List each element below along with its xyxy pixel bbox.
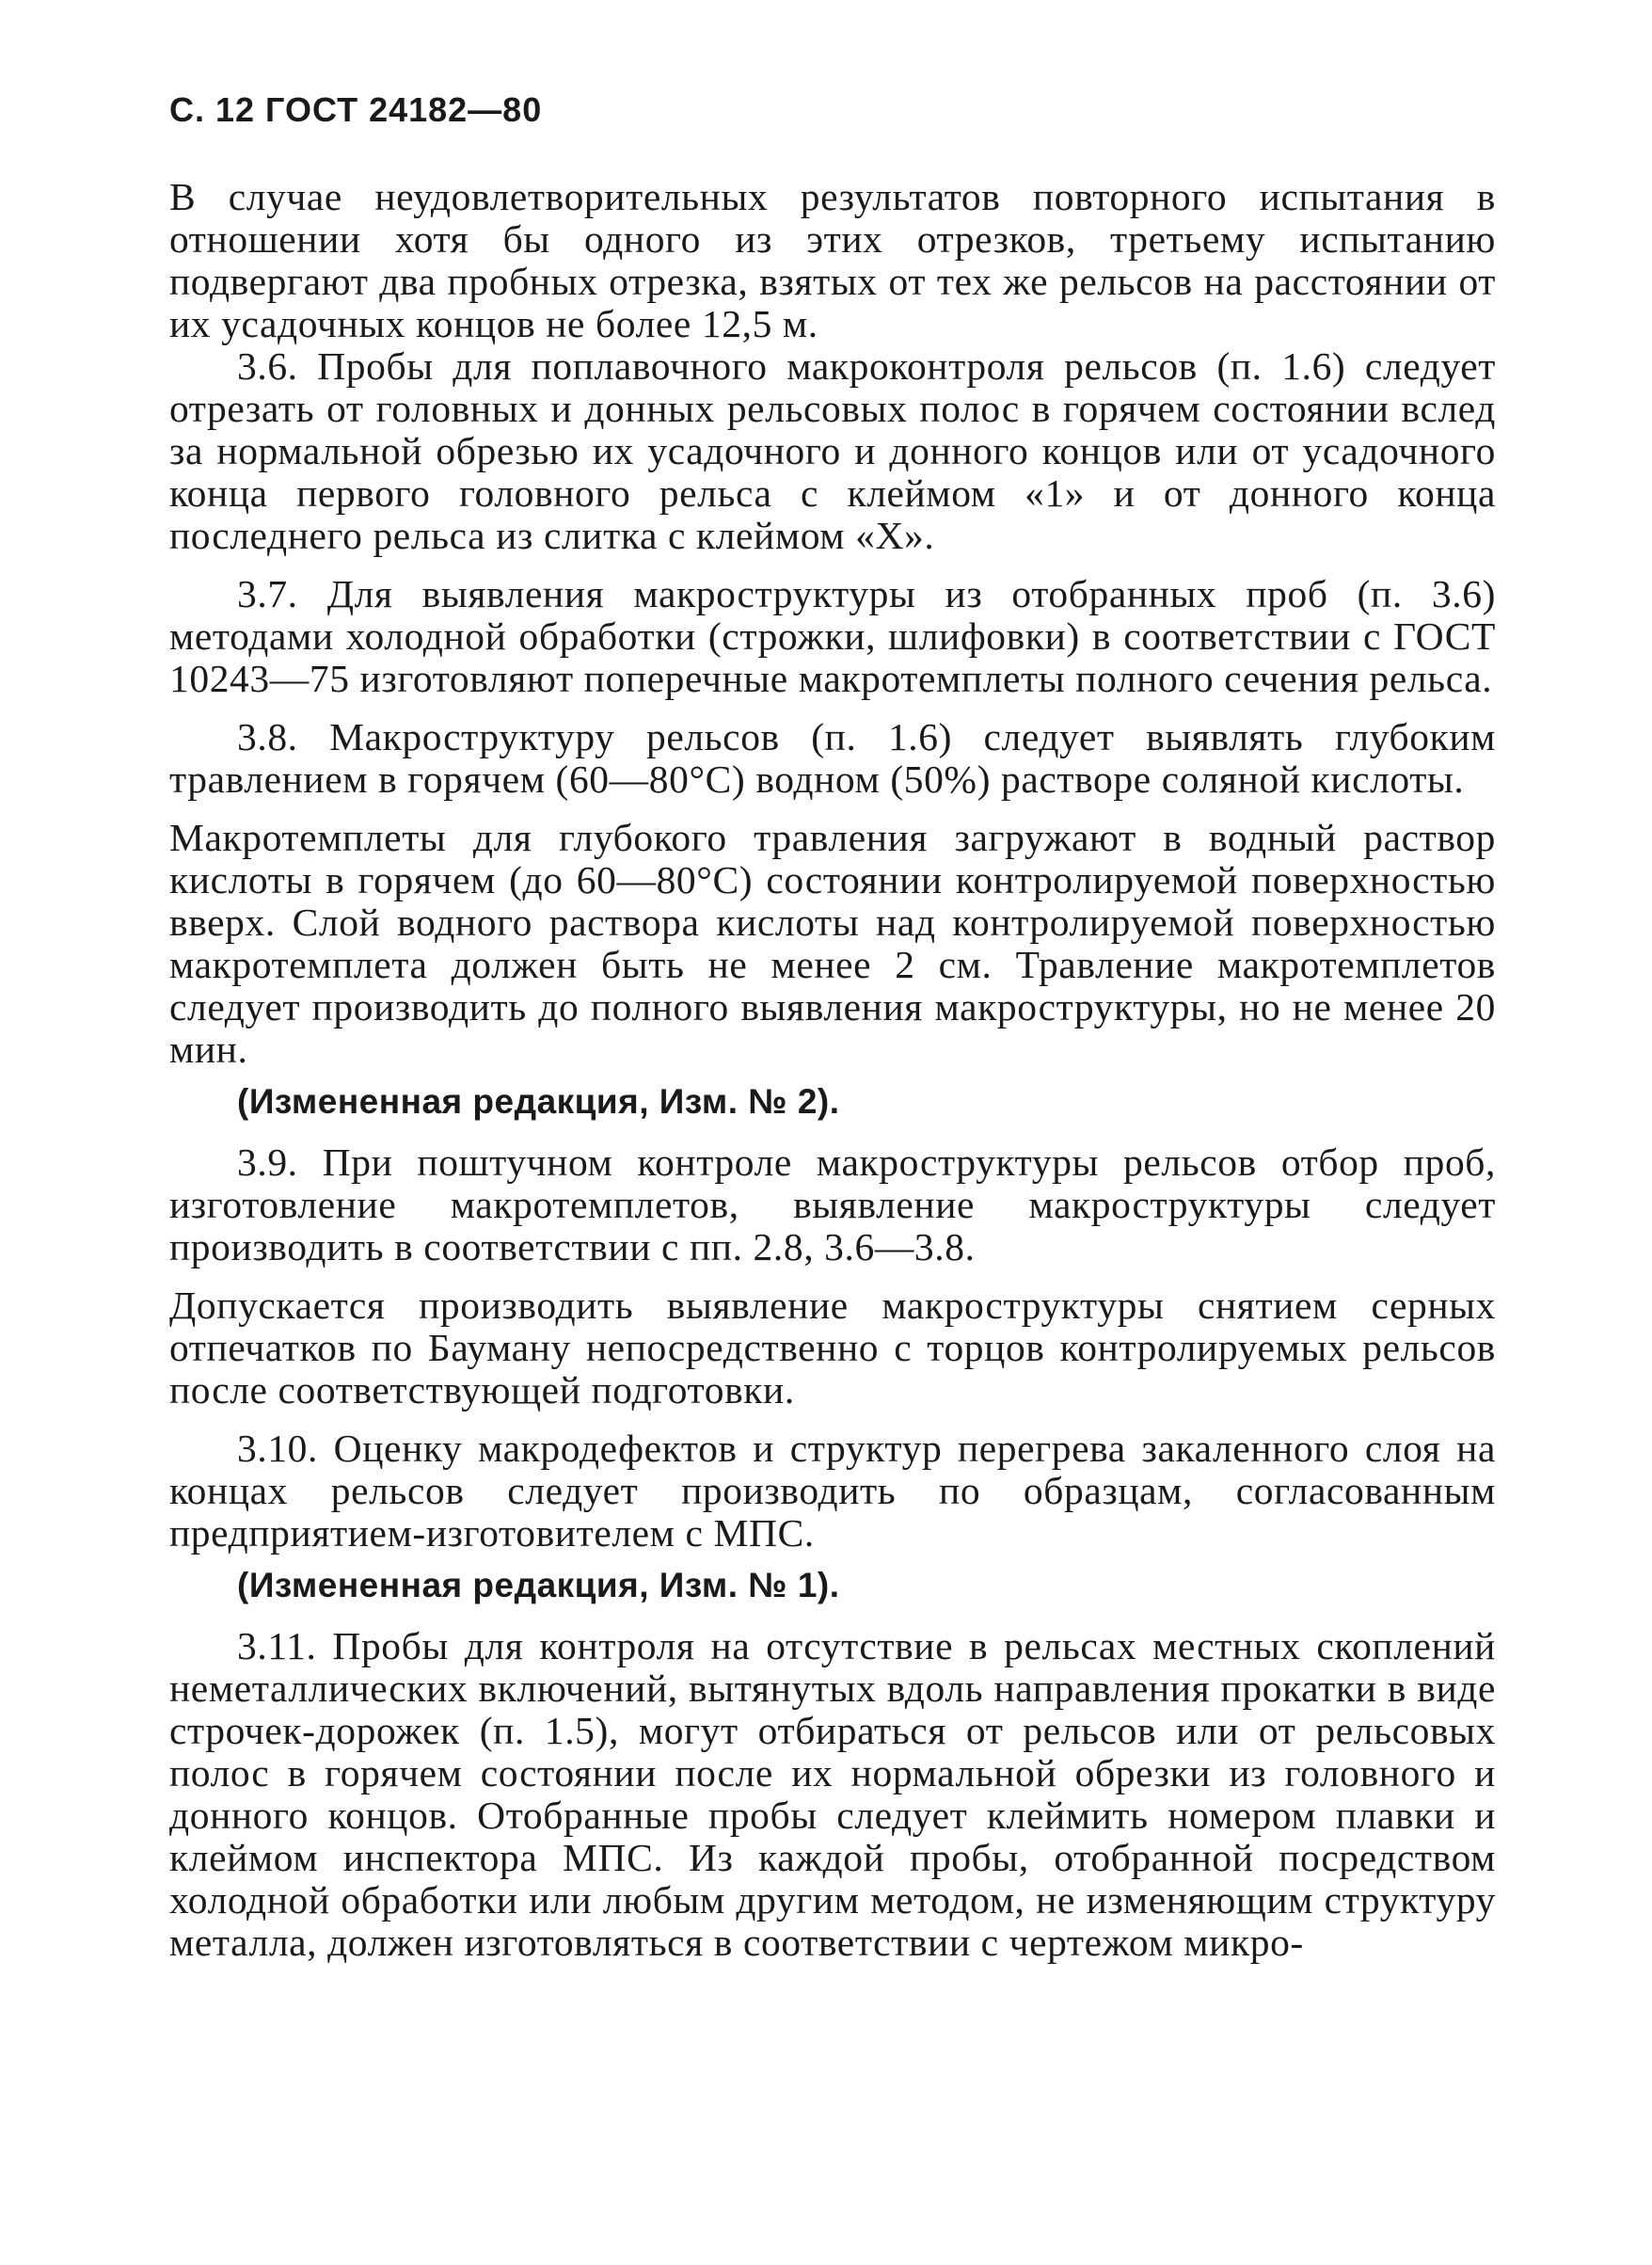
paragraph-3-8-continuation: Макротемплеты для глубокого травления загружают в водный раствор кислоты в горячем (до 60—80°С) состоянии контролируемой поверхностью вверх. Слой водного раствора кислоты над контролируемой поверхностью макротемплета должен быть не менее 2 см. Травление макротемплетов следует производить до полного выявления макроструктуры, но не менее 20 мин.	[169, 816, 1496, 1071]
paragraph-3-9: 3.9. При поштучном контроле макроструктуры рельсов отбор проб, изготовление макротемплетов, выявление макроструктуры следует производить в соответствии с пп. 2.8, 3.6—3.8.	[169, 1140, 1496, 1268]
paragraph-3-11: 3.11. Пробы для контроля на отсутствие в рельсах местных скоплений неметаллических включений, вытянутых вдоль направления прокатки в виде строчек-дорожек (п. 1.5), могут отбираться от рельсов или от рельсовых полос в горячем состоянии после их нормальной обрезки из головного и донного концов. Отобранные пробы следует клеймить номером плавки и клеймом инспектора МПС. Из каждой пробы, отобранной посредством холодной обработки или любым другим методом, не изменяющим структуру металла, должен изготовляться в соответствии с чертежом микро-	[169, 1624, 1496, 1964]
revision-note-2: (Измененная редакция, Изм. № 2).	[237, 1082, 840, 1121]
paragraph-3-6: 3.6. Пробы для поплавочного макроконтроля рельсов (п. 1.6) следует отрезать от головных и донных рельсовых полос в горячем состоянии вслед за нормальной обрезью их усадочного и донного концов или от усадочного конца первого головного рельса с клеймом «1» и от донного конца последнего рельса из слитка с клеймом «X».	[169, 344, 1496, 557]
page-header: С. 12 ГОСТ 24182—80	[169, 90, 543, 129]
paragraph-3-7: 3.7. Для выявления макроструктуры из отобранных проб (п. 3.6) методами холодной обработки (строжки, шлифовки) в соответствии с ГОСТ 10243—75 изготовляют поперечные макротемплеты полного сечения рельса.	[169, 572, 1496, 700]
paragraph-3-8: 3.8. Макроструктуру рельсов (п. 1.6) следует выявлять глубоким травлением в горячем (60—80°С) водном (50%) растворе соляной кислоты.	[169, 715, 1496, 801]
page-body	[169, 176, 1496, 1964]
paragraph-intro: В случае неудовлетворительных результатов повторного испытания в отношении хотя бы одного из этих отрезков, третьему испытанию подвергают два пробных отрезка, взятых от тех же рельсов на расстоянии от их усадочных концов не более 12,5 м.	[169, 175, 1496, 345]
revision-note-1: (Измененная редакция, Изм. № 1).	[237, 1566, 840, 1604]
paragraph-3-10: 3.10. Оценку макродефектов и структур перегрева закаленного слоя на концах рельсов следует производить по образцам, согласованным предприятием-изготовителем с МПС.	[169, 1427, 1496, 1555]
paragraph-3-9-continuation: Допускается производить выявление макроструктуры снятием серных отпечатков по Бауману непосредственно с торцов контролируемых рельсов после соответствующей подготовки.	[169, 1284, 1496, 1412]
